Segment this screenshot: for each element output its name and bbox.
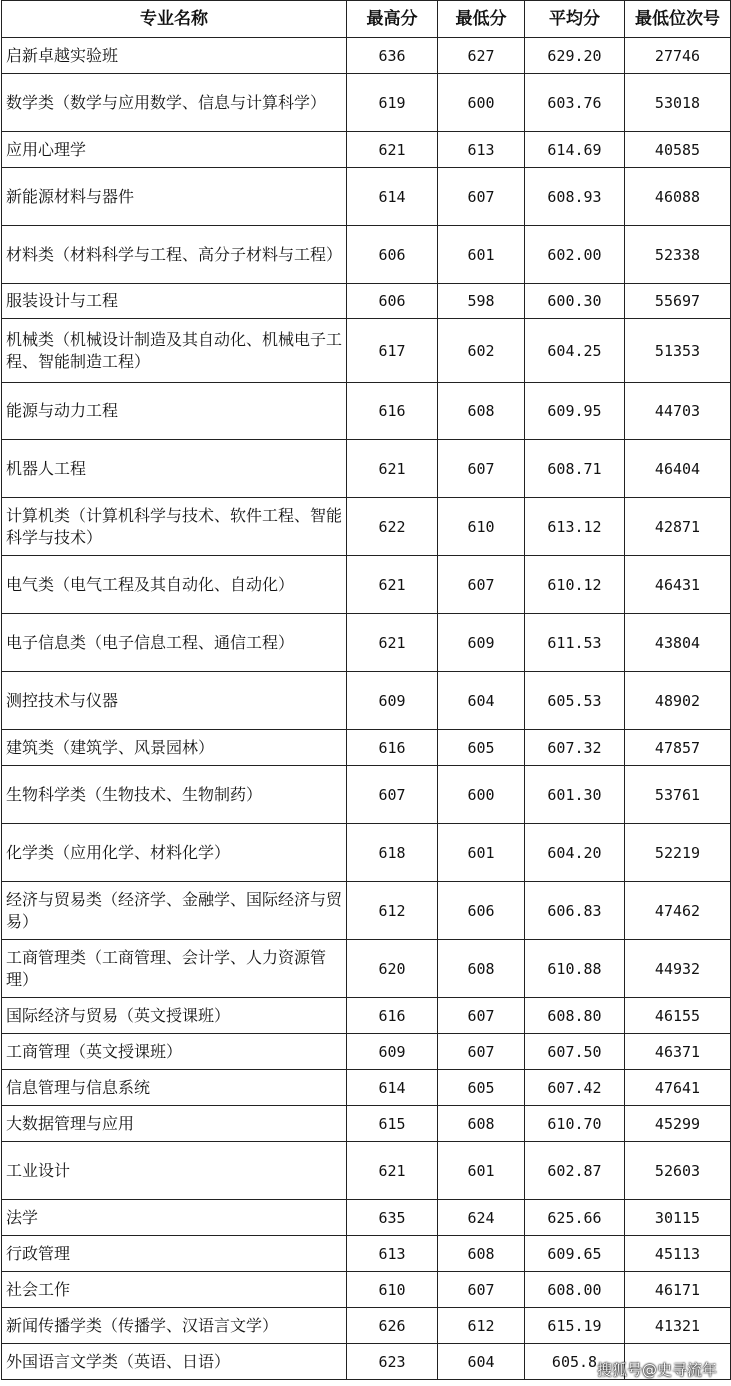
table-row	[2, 319, 731, 383]
cell-avg-score: 605.8	[525, 1344, 625, 1380]
cell-avg-score: 607.50	[525, 1034, 625, 1070]
cell-max-score: 621	[347, 1142, 438, 1200]
table-row	[2, 882, 731, 940]
header-min-rank: 最低位次号	[625, 1, 731, 38]
watermark-text: 搜狐号@史寻流年	[596, 1361, 717, 1379]
cell-major-name: 机器人工程	[2, 440, 347, 498]
header-major-name: 专业名称	[2, 1, 347, 38]
table-row	[2, 226, 731, 284]
cell-min-rank: 53018	[625, 74, 731, 132]
table-row	[2, 1200, 731, 1236]
cell-min-rank: 48902	[625, 672, 731, 730]
cell-max-score: 610	[347, 1272, 438, 1308]
cell-avg-score: 604.25	[525, 319, 625, 383]
cell-avg-score: 611.53	[525, 614, 625, 672]
cell-max-score: 612	[347, 882, 438, 940]
cell-avg-score: 608.80	[525, 998, 625, 1034]
cell-min-rank: 55697	[625, 284, 731, 319]
table-row	[2, 766, 731, 824]
cell-max-score: 616	[347, 383, 438, 440]
cell-min-score: 607	[438, 168, 525, 226]
table-row	[2, 998, 731, 1034]
cell-min-rank: 43804	[625, 614, 731, 672]
cell-avg-score: 608.93	[525, 168, 625, 226]
cell-max-score: 606	[347, 226, 438, 284]
cell-min-score: 608	[438, 383, 525, 440]
cell-max-score: 617	[347, 319, 438, 383]
table-row	[2, 284, 731, 319]
cell-min-rank: 46088	[625, 168, 731, 226]
cell-major-name: 工业设计	[2, 1142, 347, 1200]
cell-major-name: 数学类（数学与应用数学、信息与计算科学）	[2, 74, 347, 132]
cell-avg-score: 602.87	[525, 1142, 625, 1200]
table-row	[2, 132, 731, 168]
cell-major-name: 建筑类（建筑学、风景园林）	[2, 730, 347, 766]
cell-major-name: 外国语言文学类（英语、日语）	[2, 1344, 347, 1380]
cell-min-score: 604	[438, 672, 525, 730]
cell-min-rank: 41321	[625, 1308, 731, 1344]
cell-min-score: 600	[438, 74, 525, 132]
cell-min-score: 608	[438, 1236, 525, 1272]
cell-max-score: 621	[347, 614, 438, 672]
cell-min-score: 610	[438, 498, 525, 556]
cell-max-score: 614	[347, 1070, 438, 1106]
cell-avg-score: 607.42	[525, 1070, 625, 1106]
table-row	[2, 730, 731, 766]
table-row	[2, 74, 731, 132]
cell-min-score: 609	[438, 614, 525, 672]
table-row	[2, 556, 731, 614]
cell-min-rank: 44703	[625, 383, 731, 440]
table-row	[2, 440, 731, 498]
cell-major-name: 应用心理学	[2, 132, 347, 168]
cell-major-name: 行政管理	[2, 1236, 347, 1272]
cell-max-score: 620	[347, 940, 438, 998]
cell-max-score: 614	[347, 168, 438, 226]
cell-max-score: 615	[347, 1106, 438, 1142]
cell-avg-score: 629.20	[525, 38, 625, 74]
cell-max-score: 623	[347, 1344, 438, 1380]
table-row	[2, 1272, 731, 1308]
cell-avg-score: 603.76	[525, 74, 625, 132]
cell-avg-score: 608.71	[525, 440, 625, 498]
cell-avg-score: 602.00	[525, 226, 625, 284]
cell-major-name: 能源与动力工程	[2, 383, 347, 440]
cell-max-score: 621	[347, 132, 438, 168]
cell-major-name: 社会工作	[2, 1272, 347, 1308]
cell-min-rank: 47462	[625, 882, 731, 940]
cell-min-rank: 51353	[625, 319, 731, 383]
cell-major-name: 国际经济与贸易（英文授课班）	[2, 998, 347, 1034]
cell-avg-score: 613.12	[525, 498, 625, 556]
cell-avg-score: 608.00	[525, 1272, 625, 1308]
cell-min-score: 607	[438, 1034, 525, 1070]
table-row	[2, 1236, 731, 1272]
header-max-score: 最高分	[347, 1, 438, 38]
cell-avg-score: 605.53	[525, 672, 625, 730]
cell-min-rank: 40585	[625, 132, 731, 168]
cell-avg-score: 609.65	[525, 1236, 625, 1272]
cell-max-score: 619	[347, 74, 438, 132]
cell-avg-score: 600.30	[525, 284, 625, 319]
cell-min-rank: 52219	[625, 824, 731, 882]
table-row	[2, 1142, 731, 1200]
cell-min-rank: 52338	[625, 226, 731, 284]
cell-major-name: 工商管理类（工商管理、会计学、人力资源管理）	[2, 940, 347, 998]
cell-avg-score: 610.88	[525, 940, 625, 998]
cell-min-score: 608	[438, 940, 525, 998]
cell-major-name: 服装设计与工程	[2, 284, 347, 319]
header-min-score: 最低分	[438, 1, 525, 38]
cell-avg-score: 614.69	[525, 132, 625, 168]
cell-major-name: 经济与贸易类（经济学、金融学、国际经济与贸易）	[2, 882, 347, 940]
cell-avg-score: 625.66	[525, 1200, 625, 1236]
cell-max-score: 621	[347, 556, 438, 614]
table-row	[2, 824, 731, 882]
cell-max-score: 607	[347, 766, 438, 824]
table-row	[2, 1106, 731, 1142]
cell-major-name: 电气类（电气工程及其自动化、自动化）	[2, 556, 347, 614]
cell-major-name: 电子信息类（电子信息工程、通信工程）	[2, 614, 347, 672]
cell-min-score: 598	[438, 284, 525, 319]
cell-max-score: 616	[347, 998, 438, 1034]
table-row	[2, 614, 731, 672]
cell-avg-score: 606.83	[525, 882, 625, 940]
table-row	[2, 1070, 731, 1106]
cell-min-rank: 46155	[625, 998, 731, 1034]
cell-major-name: 工商管理（英文授课班）	[2, 1034, 347, 1070]
cell-max-score: 622	[347, 498, 438, 556]
table-row	[2, 498, 731, 556]
cell-avg-score: 607.32	[525, 730, 625, 766]
cell-min-score: 613	[438, 132, 525, 168]
cell-min-score: 607	[438, 556, 525, 614]
cell-min-rank: 46404	[625, 440, 731, 498]
table-row	[2, 168, 731, 226]
cell-major-name: 新能源材料与器件	[2, 168, 347, 226]
cell-major-name: 信息管理与信息系统	[2, 1070, 347, 1106]
cell-min-score: 601	[438, 824, 525, 882]
cell-major-name: 计算机类（计算机科学与技术、软件工程、智能科学与技术）	[2, 498, 347, 556]
cell-avg-score: 601.30	[525, 766, 625, 824]
cell-min-score: 605	[438, 1070, 525, 1106]
table-row	[2, 672, 731, 730]
cell-min-rank: 46371	[625, 1034, 731, 1070]
cell-min-score: 605	[438, 730, 525, 766]
cell-min-score: 608	[438, 1106, 525, 1142]
cell-min-rank: 45299	[625, 1106, 731, 1142]
table-row	[2, 1034, 731, 1070]
cell-min-rank: 27746	[625, 38, 731, 74]
cell-major-name: 法学	[2, 1200, 347, 1236]
cell-max-score: 626	[347, 1308, 438, 1344]
cell-major-name: 新闻传播学类（传播学、汉语言文学）	[2, 1308, 347, 1344]
table-row	[2, 940, 731, 998]
cell-min-score: 604	[438, 1344, 525, 1380]
cell-min-score: 601	[438, 1142, 525, 1200]
header-row	[2, 1, 731, 38]
cell-min-score: 600	[438, 766, 525, 824]
cell-major-name: 材料类（材料科学与工程、高分子材料与工程）	[2, 226, 347, 284]
cell-min-rank: 44932	[625, 940, 731, 998]
cell-max-score: 609	[347, 1034, 438, 1070]
cell-min-score: 606	[438, 882, 525, 940]
cell-avg-score: 615.19	[525, 1308, 625, 1344]
cell-major-name: 机械类（机械设计制造及其自动化、机械电子工程、智能制造工程）	[2, 319, 347, 383]
table-row	[2, 38, 731, 74]
cell-min-score: 607	[438, 1272, 525, 1308]
cell-major-name: 大数据管理与应用	[2, 1106, 347, 1142]
cell-max-score: 609	[347, 672, 438, 730]
cell-major-name: 生物科学类（生物技术、生物制药）	[2, 766, 347, 824]
cell-min-rank: 46431	[625, 556, 731, 614]
cell-avg-score: 604.20	[525, 824, 625, 882]
cell-avg-score: 609.95	[525, 383, 625, 440]
cell-min-score: 624	[438, 1200, 525, 1236]
cell-min-rank: 47857	[625, 730, 731, 766]
cell-max-score: 618	[347, 824, 438, 882]
cell-major-name: 化学类（应用化学、材料化学）	[2, 824, 347, 882]
cell-min-rank: 46171	[625, 1272, 731, 1308]
cell-min-score: 612	[438, 1308, 525, 1344]
cell-max-score: 635	[347, 1200, 438, 1236]
cell-max-score: 621	[347, 440, 438, 498]
cell-min-score: 627	[438, 38, 525, 74]
cell-major-name: 启新卓越实验班	[2, 38, 347, 74]
cell-avg-score: 610.70	[525, 1106, 625, 1142]
cell-major-name: 测控技术与仪器	[2, 672, 347, 730]
cell-min-rank: 53761	[625, 766, 731, 824]
cell-max-score: 606	[347, 284, 438, 319]
cell-min-rank: 30115	[625, 1200, 731, 1236]
table-row	[2, 383, 731, 440]
cell-max-score: 613	[347, 1236, 438, 1272]
table-row	[2, 1308, 731, 1344]
cell-min-score: 607	[438, 440, 525, 498]
cell-min-rank: 45113	[625, 1236, 731, 1272]
cell-max-score: 616	[347, 730, 438, 766]
cell-min-rank: 47641	[625, 1070, 731, 1106]
cell-min-rank: 42871	[625, 498, 731, 556]
cell-min-score: 601	[438, 226, 525, 284]
cell-min-rank: 52603	[625, 1142, 731, 1200]
cell-max-score: 636	[347, 38, 438, 74]
cell-min-score: 602	[438, 319, 525, 383]
admission-scores-table	[1, 0, 731, 1380]
cell-min-score: 607	[438, 998, 525, 1034]
cell-avg-score: 610.12	[525, 556, 625, 614]
header-avg-score: 平均分	[525, 1, 625, 38]
